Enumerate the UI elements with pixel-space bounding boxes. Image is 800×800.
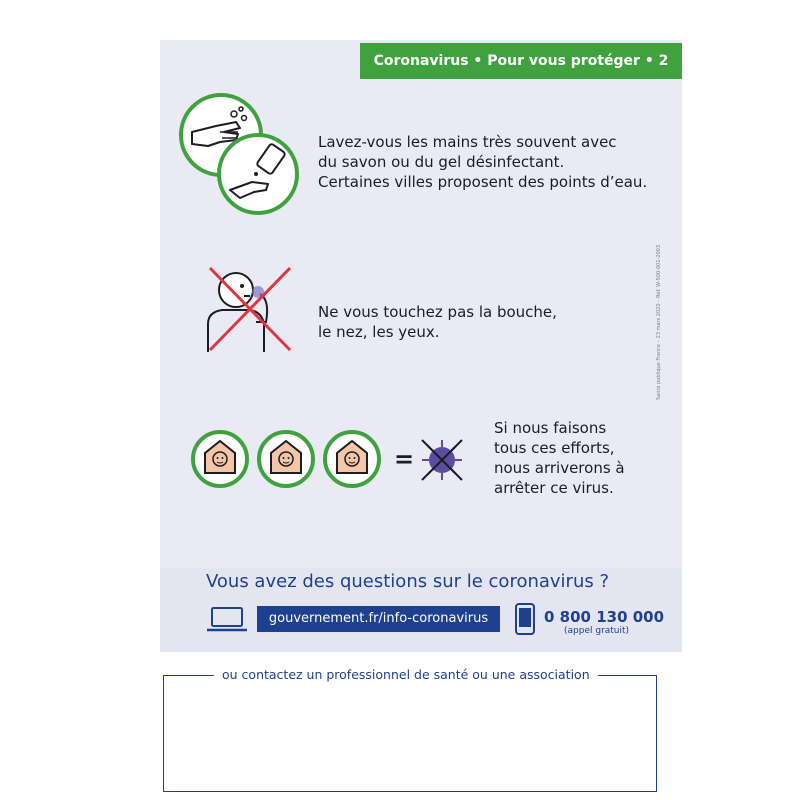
- home-person-icon: [322, 429, 382, 489]
- instruction-efforts: [494, 418, 625, 498]
- text-line: le nez, les yeux.: [318, 323, 440, 341]
- phone-note: (appel gratuit): [564, 626, 630, 636]
- phone-number: 0 800 130 000: [544, 608, 665, 626]
- footer-question: Vous avez des questions sur le coronavirus ?: [206, 571, 610, 592]
- laptop-icon: [206, 606, 248, 634]
- hand-sanitizer-icon: [216, 132, 300, 216]
- home-person-icon: [190, 429, 250, 489]
- text-line: Certaines villes proposent des points d’eau.: [318, 173, 648, 191]
- no-face-touch-icon: [204, 264, 296, 356]
- text-line: tous ces efforts,: [494, 439, 615, 457]
- header-tag: Coronavirus • Pour vous protéger • 2: [360, 43, 682, 79]
- poster: [160, 40, 682, 652]
- contact-box: [163, 675, 657, 792]
- text-line: Ne vous touchez pas la bouche,: [318, 303, 557, 321]
- mobile-phone-icon: [514, 602, 536, 636]
- equals-sign: =: [394, 445, 415, 473]
- text-line: arrêter ce virus.: [494, 479, 614, 497]
- text-line: Si nous faisons: [494, 419, 607, 437]
- side-reference: Santé publique France – 23 mars 2020 – Réf. W-500-001-2003: [656, 244, 662, 400]
- text-line: Lavez-vous les mains très souvent avec: [318, 133, 617, 151]
- instruction-wash-hands: [318, 132, 647, 192]
- text-line: nous arriverons à: [494, 459, 625, 477]
- text-line: du savon ou du gel désinfectant.: [318, 153, 565, 171]
- contact-label: ou contactez un professionnel de santé ou une association: [214, 666, 598, 684]
- crossed-virus-icon: [414, 432, 470, 488]
- home-person-icon: [256, 429, 316, 489]
- info-url-link[interactable]: gouvernement.fr/info-coronavirus: [257, 606, 500, 632]
- instruction-no-face-touch: [318, 302, 557, 342]
